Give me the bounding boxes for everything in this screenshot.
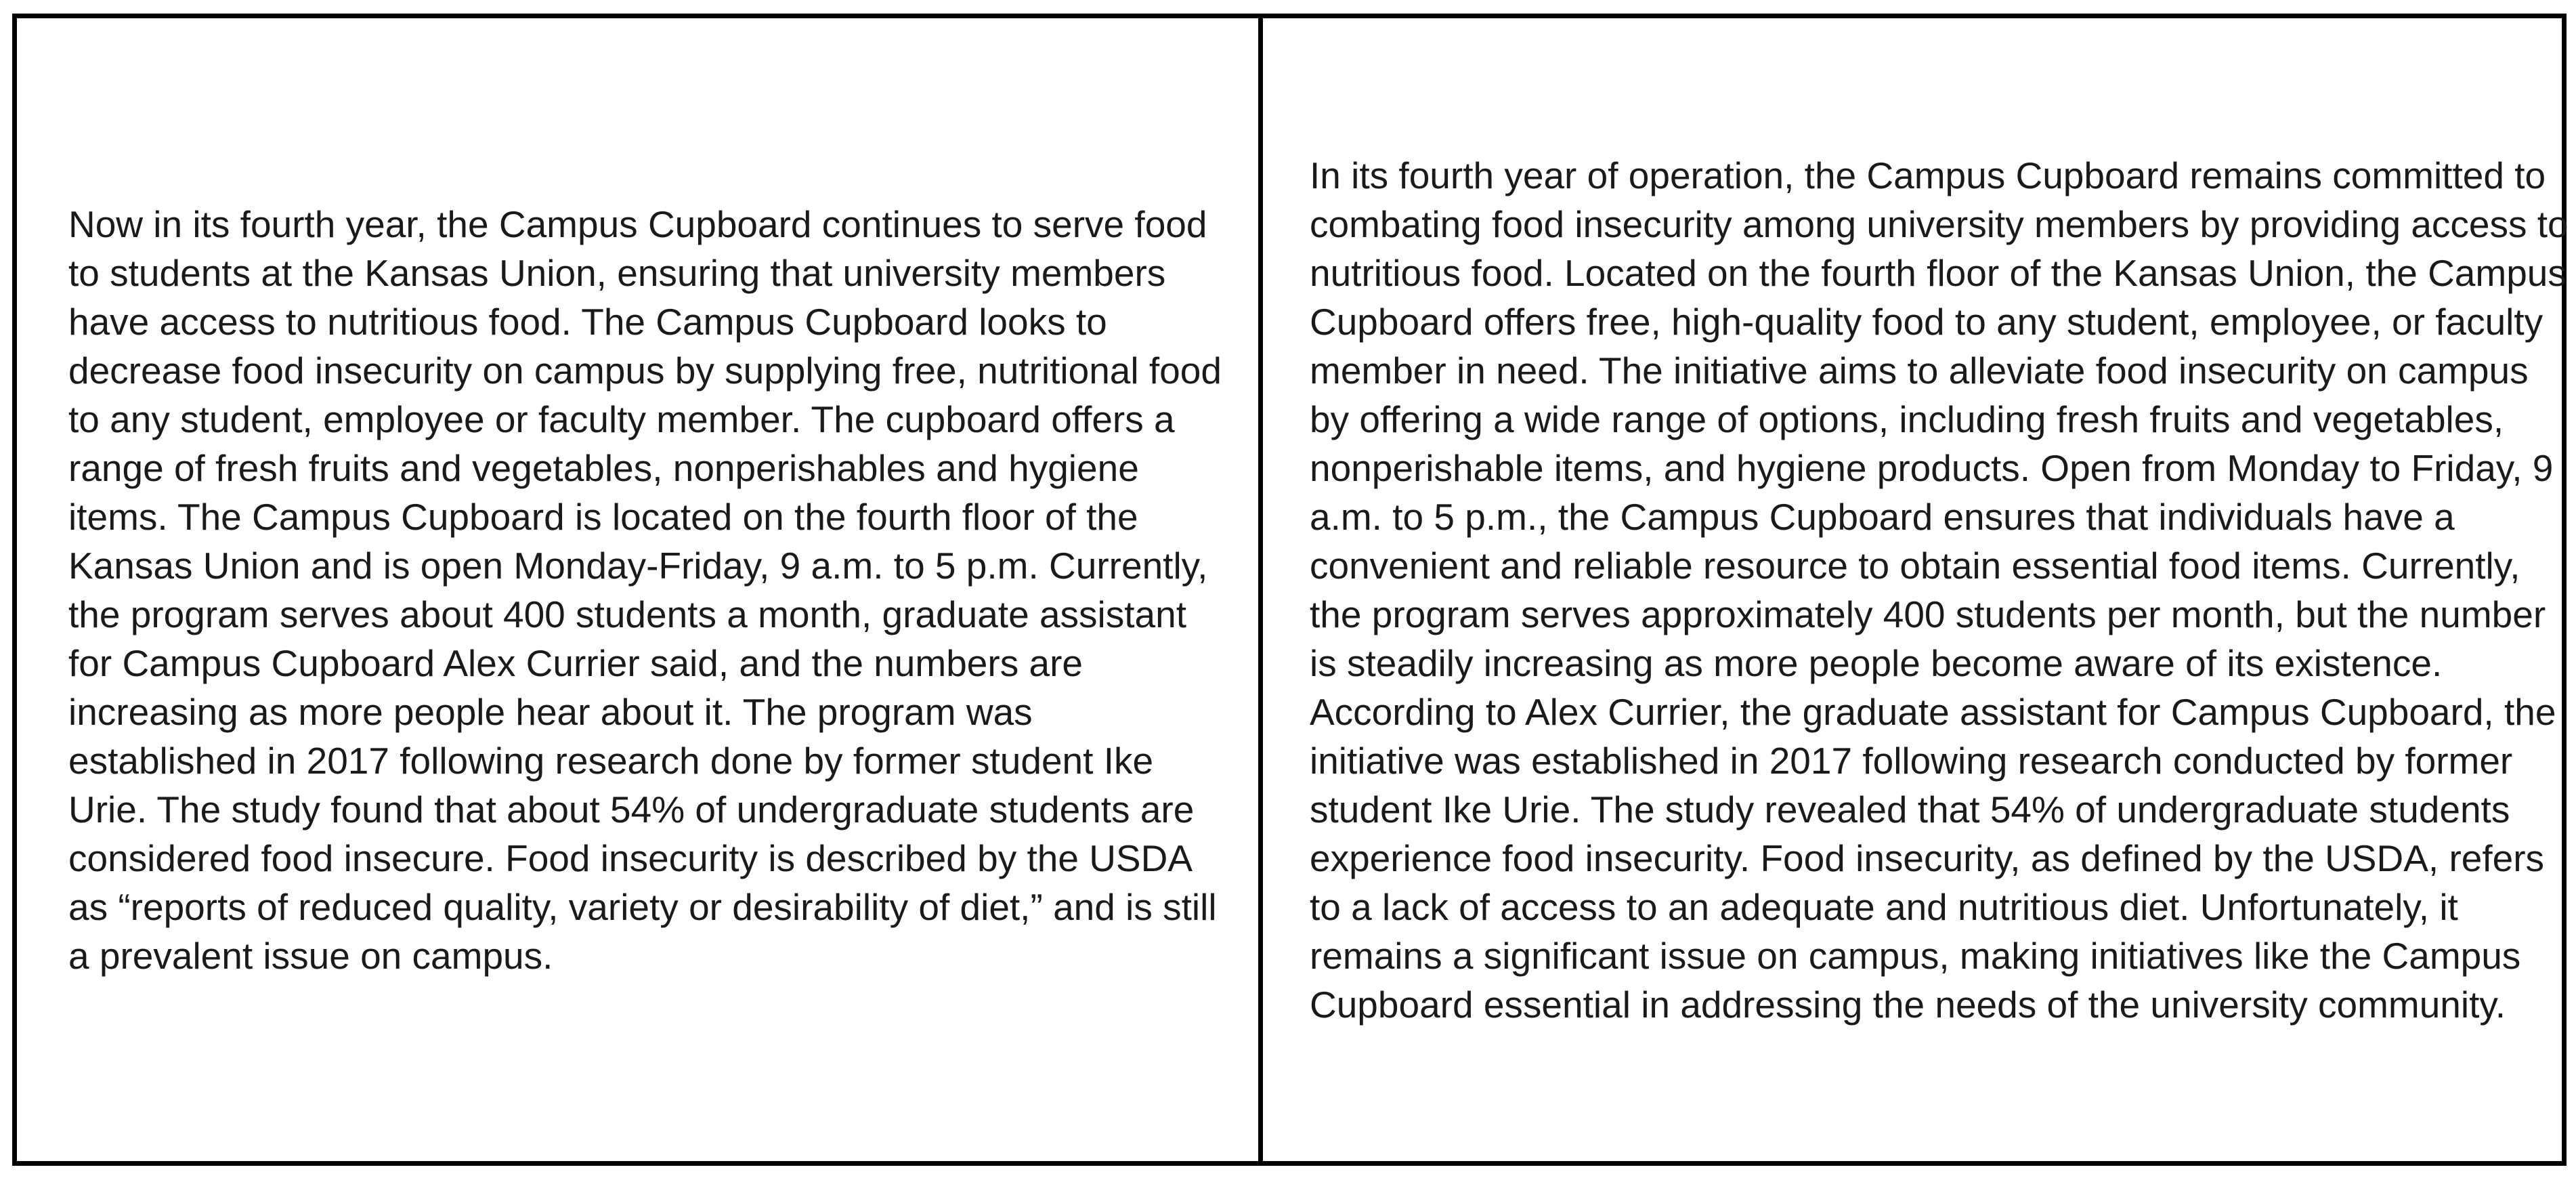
right-paragraph: In its fourth year of operation, the Campus Cupboard remains committed to combating food insecurity among university members by providing access to nutritious food. Located on the fourth floor of the Kansas Union, the Campus Cupboard offers free, high-quality food to any student, employee, or faculty member in need. The initiative aims to alleviate food insecurity on campus by offering a wide range of options, including fresh fruits and vegetables, nonperishable items, and hygiene products. Open from Monday to Friday, 9 a.m. to 5 p.m., the Campus Cupboard ensures that individuals have a convenient and reliable resource to obtain essential food items. Currently, the program serves approximately 400 students per month, but the number is steadily increasing as more people become aware of its existence. According to Alex Currier, the graduate assistant for Campus Cupboard, the initiative was established in 2017 following research conducted by former student Ike Urie. The study revealed that 54% of undergraduate students experience food insecurity. Food insecurity, as defined by the USDA, refers to a lack of access to an adequate and nutritious diet. Unfortunately, it remains a significant issue on campus, making initiatives like the Campus Cupboard essential in addressing the needs of the university community.	[1310, 154, 2569, 1026]
comparison-table	[12, 14, 2567, 1166]
left-paragraph: Now in its fourth year, the Campus Cupboard continues to serve food to students at the Kansas Union, ensuring that university members have access to nutritious food. The Campus Cupboard looks to decrease food insecurity on campus by supplying free, nutritional food to any student, employee or faculty member. The cupboard offers a range of fresh fruits and vegetables, nonperishables and hygiene items. The Campus Cupboard is located on the fourth floor of the Kansas Union and is open Monday-Friday, 9 a.m. to 5 p.m. Currently, the program serves about 400 students a month, graduate assistant for Campus Cupboard Alex Currier said, and the numbers are increasing as more people hear about it. The program was established in 2017 following research done by former student Ike Urie. The study found that about 54% of undergraduate students are considered food insecure. Food insecurity is described by the USDA as “reports of reduced quality, variety or desirability of diet,” and is still a prevalent issue on campus.	[68, 203, 1222, 977]
left-cell	[17, 18, 1263, 1161]
right-cell	[1263, 18, 2576, 1161]
